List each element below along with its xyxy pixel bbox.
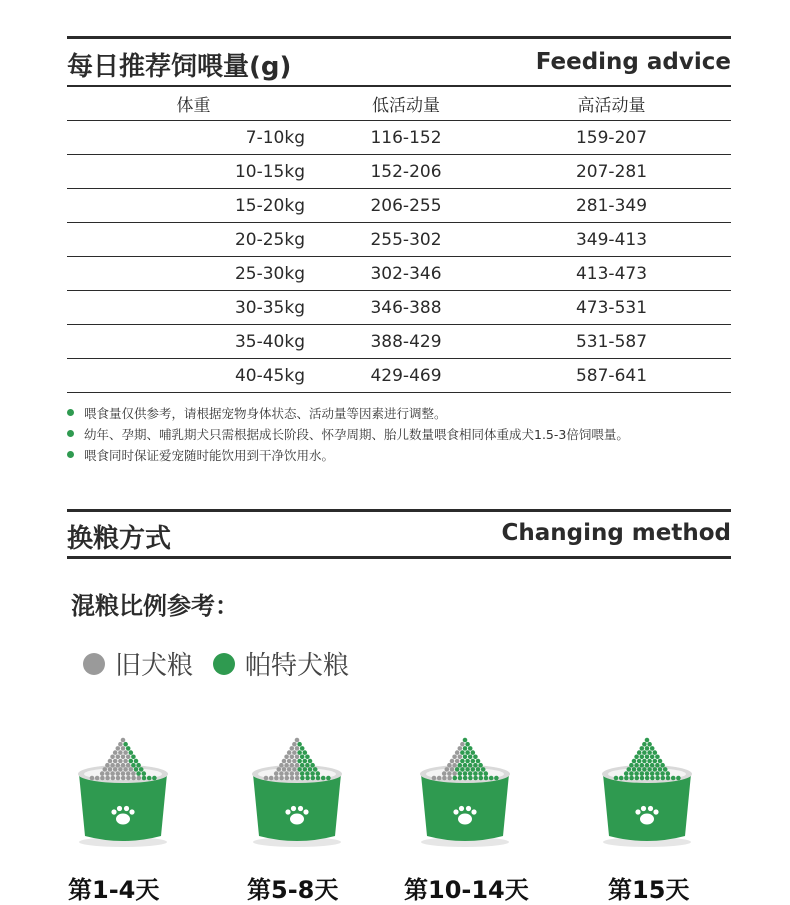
note-item [67,423,767,444]
cell-high-activity: 413-473 [492,257,731,291]
cell-low-activity: 346-388 [320,291,492,325]
cell-low-activity: 429-469 [320,359,492,393]
header-weight: 体重 [67,87,320,121]
table-row [67,223,731,257]
note-text: 幼年、孕期、哺乳期犬只需根据成长阶段、怀孕周期、胎儿数量喂食相同体重成犬1.5-3倍饲喂量。 [84,426,629,442]
note-text: 喂食量仅供参考，请根据宠物身体状态、活动量等因素进行调整。 [84,405,447,421]
cell-low-activity: 152-206 [320,155,492,189]
cell-high-activity: 587-641 [492,359,731,393]
cell-weight: 25-30kg [67,257,320,291]
cell-high-activity: 159-207 [492,121,731,155]
changing-title: 换粮方式 [67,524,172,554]
changing-title-rule [67,556,731,559]
table-row [67,257,731,291]
mix-ratio-title: 混粮比例参考： [71,592,239,620]
table-row [67,359,731,393]
feeding-top-rule [67,36,731,39]
table-row [67,189,731,223]
food-bowl-icon [73,732,173,850]
cell-high-activity: 349-413 [492,223,731,257]
cell-weight: 10-15kg [67,155,320,189]
changing-top-rule [67,509,731,512]
legend [83,645,369,682]
cell-weight: 30-35kg [67,291,320,325]
stage-day-label: 第10-14天 [404,876,529,904]
cell-high-activity: 207-281 [492,155,731,189]
table-row [67,325,731,359]
note-text: 喂食同时保证爱宠随时能饮用到干净饮用水。 [84,447,335,463]
bullet-dot-icon [67,451,74,458]
bullet-dot-icon [67,430,74,437]
note-item [67,402,767,423]
cell-weight: 15-20kg [67,189,320,223]
table-header-row [67,87,731,121]
feeding-table [67,87,731,393]
old-food-dot-icon [83,653,105,675]
cell-low-activity: 255-302 [320,223,492,257]
food-bowl-icon [247,732,347,850]
changing-subtitle-en: Changing method [501,520,731,546]
cell-weight: 20-25kg [67,223,320,257]
legend-new-label: 帕特犬粮 [245,651,350,681]
food-bowl-icon [415,732,515,850]
food-bowl-icon [597,732,697,850]
cell-low-activity: 302-346 [320,257,492,291]
cell-low-activity: 206-255 [320,189,492,223]
stage-day-label: 第15天 [608,876,690,904]
legend-new-food [213,645,349,682]
cell-low-activity: 388-429 [320,325,492,359]
stage-day-label: 第5-8天 [247,876,339,904]
feeding-notes [67,402,767,465]
table-row [67,155,731,189]
bullet-dot-icon [67,409,74,416]
feeding-title: 每日推荐饲喂量(g) [67,52,292,82]
legend-old-food [83,645,193,682]
cell-weight: 35-40kg [67,325,320,359]
table-row [67,121,731,155]
legend-old-label: 旧犬粮 [115,651,194,681]
stage-day-label: 第1-4天 [68,876,160,904]
header-high-activity: 高活动量 [492,87,731,121]
feeding-subtitle-en: Feeding advice [535,49,731,75]
cell-weight: 40-45kg [67,359,320,393]
cell-weight: 7-10kg [67,121,320,155]
cell-high-activity: 281-349 [492,189,731,223]
cell-high-activity: 473-531 [492,291,731,325]
new-food-dot-icon [213,653,235,675]
cell-low-activity: 116-152 [320,121,492,155]
table-row [67,291,731,325]
note-item [67,444,767,465]
header-low-activity: 低活动量 [320,87,492,121]
cell-high-activity: 531-587 [492,325,731,359]
